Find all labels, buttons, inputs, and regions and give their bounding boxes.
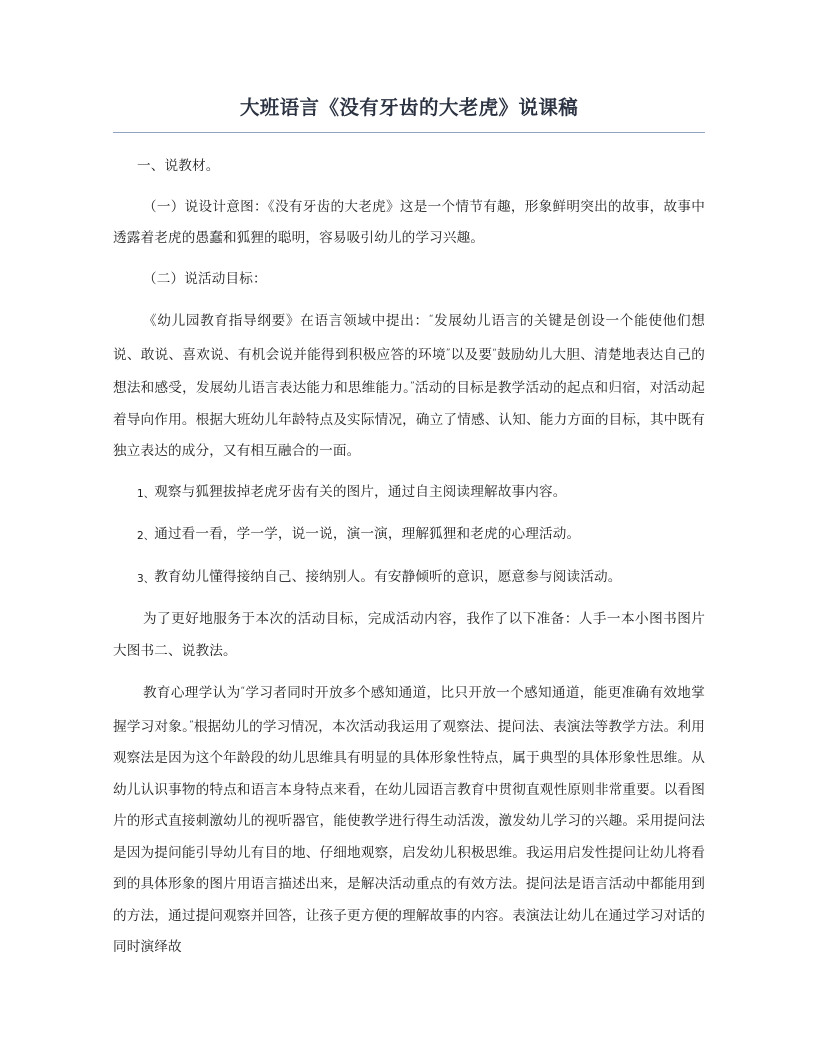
quote-close-icon: ” bbox=[445, 347, 451, 358]
goal-item-1 bbox=[113, 477, 705, 511]
goal-number-1: 1 bbox=[137, 487, 144, 500]
paragraph-preparation: 为了更好地服务于本次的活动目标，完成活动内容，我作了以下准备：人手一本小图书图片大图书二、说教法。 bbox=[113, 611, 705, 659]
outline-text-4: 鼓励幼儿大胆、清楚地表达自己的想法和感受，发展幼儿语言表达能力和思维能力。 bbox=[113, 346, 705, 396]
title-divider bbox=[113, 132, 705, 133]
document-content bbox=[113, 0, 705, 964]
methods-text-1: 教育心理学认为 bbox=[143, 685, 241, 701]
goal-number-2: 2 bbox=[137, 530, 144, 542]
goal-item-2 bbox=[113, 519, 705, 553]
goal-separator-2: 、 bbox=[143, 530, 155, 542]
quote-close-3-icon: ” bbox=[189, 719, 194, 730]
outline-text-3: 以及要 bbox=[450, 346, 493, 363]
quote-close-2-icon: ” bbox=[410, 381, 415, 391]
goal-text-3: 教育幼儿懂得接纳自己、接纳别人。有安静倾听的意识，愿意参与阅读活动。 bbox=[154, 568, 622, 585]
quote-open-icon: “ bbox=[428, 314, 434, 324]
section-heading-material: 一、说教材。 bbox=[137, 158, 220, 174]
goal-item-3 bbox=[113, 562, 705, 596]
methods-text-3: 根据幼儿的学习情况，本次活动我运用了观察法、提问法、表演法等教学方法。利用观察法是因为这个年龄段的幼儿思维具有明显的具体形象性特点，属于典型的具体形象性思维。从幼儿认识事物的特点和语言本身特点来看，在幼儿园语言教育中贯彻直观性原则非常重要。以看图片的形式直接刺激幼儿的视听器官，能使教学进行得生动活泼，激发幼儿学习的兴趣。采用提问法是因为提问能引导幼儿有目的地、仔细地观察，启发幼儿积极思维。我运用启发性提问让幼儿将看到的具体形象的图片用语言描述出来，是解决活动重点的有效方法。提问法是语言活动中都能用到的方法，通过提问观察并回答，让孩子更方便的理解故事的内容。表演法让幼儿在通过学习对话的同时演绎故 bbox=[113, 718, 705, 955]
goal-text-1: 观察与狐狸拔掉老虎牙齿有关的图片，通过自主阅读理解故事内容。 bbox=[154, 483, 567, 500]
document-body bbox=[113, 151, 705, 964]
goal-text-2: 通过看一看，学一学，说一说，演一演，理解狐狸和老虎的心理活动。 bbox=[154, 526, 581, 542]
paragraph-outline-quote bbox=[113, 304, 705, 468]
quote-open-2-icon: “ bbox=[492, 347, 497, 358]
methods-text-2: 学习者同时开放多个感知通道，比只开放一个感知通道，能更准确有效地掌握学习对象。 bbox=[113, 685, 705, 735]
page-title: 大班语言《没有牙齿的大老虎》说课稿 bbox=[239, 96, 579, 119]
quote-open-3-icon: “ bbox=[240, 686, 246, 696]
goal-separator-3: 、 bbox=[143, 572, 155, 585]
goal-separator-1: 、 bbox=[143, 487, 155, 500]
outline-text-1: 《幼儿园教育指导纲要》在语言领域中提出： bbox=[143, 313, 429, 329]
outline-text-5: 活动的目标是教学活动的起点和归宿，对活动起着导向作用。根据大班幼儿年龄特点及实际情况，确立了情感、认知、能力方面的目标，其中既有独立表达的成分，又有相互融合的一面。 bbox=[113, 380, 705, 459]
goal-number-3: 3 bbox=[137, 572, 144, 585]
section-heading-activity-goals: （二）说活动目标： bbox=[143, 270, 267, 287]
paragraph-design-intent: （一）说设计意图：《没有牙齿的大老虎》这是一个情节有趣，形象鲜明突出的故事，故事中透露着老虎的愚蠢和狐狸的聪明，容易吸引幼儿的学习兴趣。 bbox=[113, 198, 705, 246]
paragraph-teaching-methods bbox=[113, 676, 705, 964]
outline-text-2: 发展幼儿语言的关键是创设一个能使他们想说、敢说、喜欢说、有机会说并能得到积极应答的环境 bbox=[113, 313, 705, 363]
